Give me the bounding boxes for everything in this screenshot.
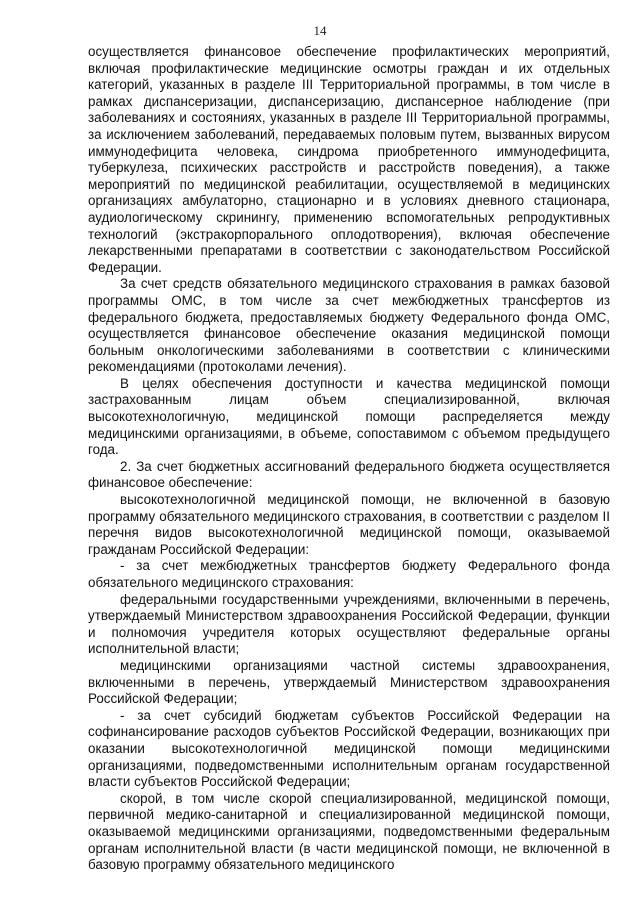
paragraph-3: В целях обеспечения доступности и качества медицинской помощи застрахованным лицам объем специализированной, включая высокотехнологичную, медицинской помощи распределяется между медицинскими организациями, в объеме, сопоставимом с объемом предыдущего года. bbox=[88, 375, 610, 458]
paragraph-6: - за счет межбюджетных трансфертов бюджету Федерального фонда обязательного медицинского страхования: bbox=[88, 558, 610, 590]
paragraph-8: медицинскими организациями частной системы здравоохранения, включенными в перечень, утверждаемый Министерством здравоохранения Российской Федерации; bbox=[88, 657, 610, 707]
body-text bbox=[88, 44, 610, 874]
paragraph-1: осуществляется финансовое обеспечение профилактических мероприятий, включая профилактические медицинские осмотры граждан и их отдельных категорий, указанных в разделе III Территориальной программы, в том числе в рамках диспансеризации, диспансеризацию, диспансерное наблюдение (при заболеваниях и состояниях, указанных в разделе III Территориальной программы, за исключением заболеваний, передаваемых половым путем, вызванных вирусом иммунодефицита человека, синдрома приобретенного иммунодефицита, туберкулеза, психических расстройств и расстройств поведения), а также мероприятий по медицинской реабилитации, осуществляемой в медицинских организациях амбулаторно, стационарно и в условиях дневного стационара, аудиологическому скринингу, применению вспомогательных репродуктивных технологий (экстракорпорального оплодотворения), включая обеспечение лекарственными препаратами в соответствии с законодательством Российской Федерации. bbox=[88, 44, 610, 275]
page-number: 14 bbox=[313, 23, 327, 38]
paragraph-9: - за счет субсидий бюджетам субъектов Российской Федерации на софинансирование расходов субъектов Российской Федерации, возникающих при оказании высокотехнологичной медицинской помощи медицинскими организациями, подведомственными исполнительным органам государственной власти субъектов Российской Федерации; bbox=[88, 707, 610, 790]
paragraph-2: За счет средств обязательного медицинского страхования в рамках базовой программы ОМС, в том числе за счет межбюджетных трансфертов из федерального бюджета, предоставляемых бюджету Федерального фонда ОМС, осуществляется финансовое обеспечение оказания медицинской помощи больным онкологическими заболеваниями в соответствии с клиническими рекомендациями (протоколами лечения). bbox=[88, 276, 610, 375]
paragraph-5: высокотехнологичной медицинской помощи, не включенной в базовую программу обязательного медицинского страхования, в соответствии с разделом II перечня видов высокотехнологичной медицинской помощи, оказываемой гражданам Российской Федерации: bbox=[88, 492, 610, 557]
paragraph-10: скорой, в том числе скорой специализированной, медицинской помощи, первичной медико-санитарной и специализированной медицинской помощи, оказываемой медицинскими организациями, подведомственными федеральным органам исполнительной власти (в части медицинской помощи, не включенной в базовую программу обязательного медицинского bbox=[88, 790, 610, 873]
paragraph-4: 2. За счет бюджетных ассигнований федерального бюджета осуществляется финансовое обеспечение: bbox=[88, 458, 610, 491]
paragraph-7: федеральными государственными учреждениями, включенными в перечень, утверждаемый Министерством здравоохранения Российской Федерации, функции и полномочия учредителя которых осуществляют федеральные органы исполнительной власти; bbox=[88, 591, 610, 657]
